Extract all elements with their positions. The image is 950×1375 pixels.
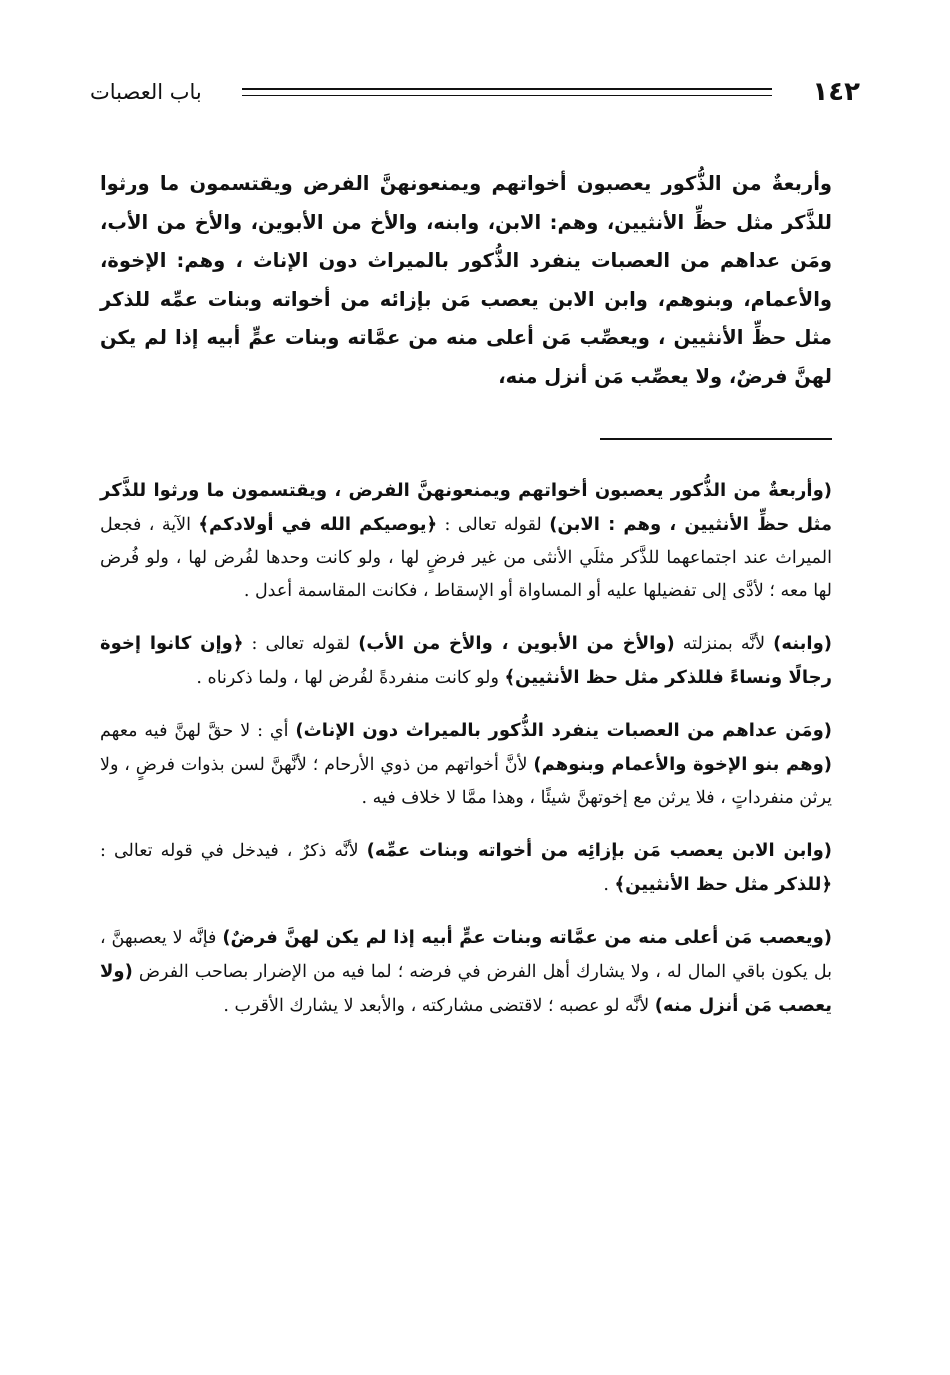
- quoted-matn-segment: (وابنه): [773, 633, 833, 654]
- commentary-segment: الآية ، فجعل الميراث عند اجتماعهما للذَّكر مثلَي الأنثى من غير فرضٍ لها ، ولو كانت وحدها لفُرض لها ، ولو فُرض لها معه ؛ لأدَّى إلى تفضيلها عليه أو المساواة أو الإسقاط ، فكانت المقاسمة أعدل .: [100, 515, 832, 601]
- page-header: [90, 70, 860, 114]
- commentary-segment: لأنَّه لو عصبه ؛ لاقتضى مشاركته ، والأبعد لا يشارك الأقرب .: [223, 996, 655, 1016]
- commentary-segment: .: [603, 875, 615, 895]
- quoted-matn-segment: ﴿وإن كانوا إخوة رجالًا ونساءً فللذكر مثل حظ الأنثيين﴾: [100, 633, 832, 688]
- quoted-matn-segment: (ولا يعصب مَن أنزل منه): [100, 961, 832, 1016]
- sharh-paragraph: [100, 474, 832, 608]
- sharh-commentary: [100, 474, 832, 1042]
- matn-sharh-separator: [600, 438, 832, 440]
- sharh-paragraph: [100, 921, 832, 1023]
- commentary-segment: لقوله تعالى :: [243, 634, 359, 654]
- chapter-title: باب العصبات: [90, 80, 202, 104]
- quoted-matn-segment: (ومَن عداهم من العصبات ينفرد الذُّكور بالميراث دون الإناث): [295, 720, 832, 741]
- quoted-matn-segment: (وابن الابن يعصب مَن بإزائِه من أخواته وبنات عمِّه): [366, 840, 832, 861]
- quoted-matn-segment: ﴿للذكر مثل حظ الأنثيين﴾: [614, 874, 832, 895]
- quoted-matn-segment: (ويعصب مَن أعلى منه من عمَّاته وبنات عمٍّ أبيه إذا لم يكن لهنَّ فرضٌ): [222, 927, 832, 948]
- sharh-paragraph: [100, 834, 832, 902]
- commentary-segment: لأنَّ أخواتهم من ذوي الأرحام ؛ لأنَّهنَّ لسن بذوات فرضٍ ، ولا يرثن منفرداتٍ ، فلا يرثن مع إخوتهنَّ شيئًا ، وهذا ممَّا لا خلاف فيه .: [100, 755, 832, 808]
- commentary-segment: أي : لا حقَّ لهنَّ فيه معهم: [100, 721, 296, 741]
- commentary-segment: لقوله تعالى :: [437, 515, 550, 535]
- commentary-segment: ولو كانت منفردةً لفُرض لها ، ولما ذكرناه .: [196, 668, 505, 688]
- sharh-paragraph: [100, 627, 832, 695]
- quoted-matn-segment: (والأخ من الأبوين ، والأخ من الأب): [358, 633, 675, 654]
- page-number: ١٤٢: [812, 77, 860, 107]
- quoted-matn-segment: (وأربعةٌ من الذُّكور يعصبون أخواتهم ويمنعونهنَّ الفرض ، ويقتسمون ما ورثوا للذَّكر مثل حظِّ الأنثيين ، وهم : الابن): [100, 480, 832, 535]
- header-rule: [242, 88, 773, 96]
- sharh-paragraph: [100, 714, 832, 815]
- commentary-segment: فإنَّه لا يعصبهنَّ ، بل يكون باقي المال له ، ولا يشارك أهل الفرض في فرضه ؛ لما فيه من الإضرار بصاحب الفرض: [100, 928, 832, 982]
- quoted-matn-segment: (وهم بنو الإخوة والأعمام وبنوهم): [533, 754, 832, 775]
- quoted-matn-segment: ﴿يوصيكم الله في أولادكم﴾: [198, 514, 438, 535]
- commentary-segment: لأنَّه ذكرٌ ، فيدخل في قوله تعالى :: [100, 841, 367, 861]
- matn-text: وأربعةٌ من الذُّكور يعصبون أخواتهم ويمنعونهنَّ الفرض ويقتسمون ما ورثوا للذَّكر مثل حظِّ الأنثيين، وهم: الابن، وابنه، والأخ من الأبوين، والأخ من الأب، ومَن عداهم من العصبات ينفرد الذُّكور بالميراث دون الإناث ، وهم: الإخوة، والأعمام، وبنوهم، وابن الابن يعصب مَن بإزائه من أخواته وبنات عمِّه للذكر مثل حظِّ الأنثيين ، ويعصِّب مَن أعلى منه من عمَّاته وبنات عمٍّ أبيه إذا لم يكن لهنَّ فرضٌ، ولا يعصِّب مَن أنزل منه،: [100, 172, 832, 388]
- commentary-segment: لأنَّه بمنزلته: [674, 634, 774, 654]
